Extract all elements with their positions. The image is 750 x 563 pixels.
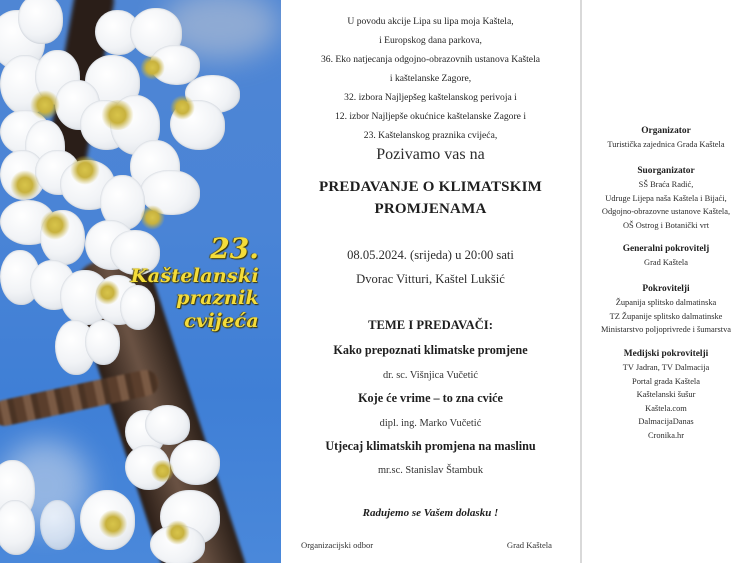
intro-line: i Europskog dana parkova,: [379, 35, 482, 46]
group-item: TZ Županije splitsko dalmatinske: [609, 311, 723, 321]
cherry-blossom-photo: [0, 0, 281, 563]
intro-line: 36. Eko natjecanja odgojno-obrazovnih ustanova Kaštela: [321, 54, 540, 65]
topic-speaker: dr. sc. Višnjica Vučetić: [382, 370, 479, 381]
group-item: Županija splitsko dalmatinska: [615, 298, 717, 307]
group-item: SŠ Braća Radić,: [638, 180, 694, 189]
invitation-panel: [281, 0, 580, 563]
signature-city: Grad Kaštela: [506, 540, 552, 550]
group-item: Udruge Lijepa naša Kaštela i Bijaći,: [605, 193, 727, 203]
signature-organizing-committee: Organizacijski odbor: [301, 540, 374, 550]
intro-line: 23. Kaštelanskog praznika cvijeća,: [363, 130, 498, 141]
topic-title: Koje će vrime – to zna cviće: [358, 391, 503, 405]
sponsors-panel: [582, 0, 750, 563]
group-item: Portal grada Kaštela: [632, 376, 700, 386]
intro-line: 32. izbora Najljepšeg kaštelanskog perivoja i: [344, 92, 517, 103]
intro-text: [281, 12, 580, 145]
group-co-organizer: [582, 165, 750, 232]
group-organizer: [582, 125, 750, 152]
group-title: Medijski pokrovitelji: [623, 349, 709, 359]
group-media-patrons: [582, 348, 750, 443]
event-venue: Dvorac Vitturi, Kaštel Lukšić: [356, 272, 505, 286]
event-datetime: 08.05.2024. (srijeda) u 20:00 sati: [347, 248, 514, 262]
lecture-title-line: PROMJENAMA: [374, 201, 487, 217]
intro-line: U povodu akcije Lipa su lipa moja Kaštela,: [347, 16, 514, 27]
group-title: Organizator: [641, 126, 691, 136]
group-title: Pokrovitelji: [642, 284, 690, 294]
group-item: Cronika.hr: [647, 430, 685, 440]
festival-title-line: Kaštelanski: [130, 265, 259, 288]
group-item: Grad Kaštela: [644, 258, 688, 267]
festival-title-line: cvijeća: [184, 309, 259, 332]
festival-title-overlay: [131, 232, 259, 332]
topic-speaker: mr.sc. Stanislav Štambuk: [377, 465, 484, 476]
lecture-title-line: PREDAVANJE O KLIMATSKIM: [319, 179, 542, 195]
group-item: Ministarstvo poljoprivrede i šumarstva: [600, 325, 732, 335]
group-item: Kaštelanski šušur: [636, 390, 696, 400]
closing-message: Radujemo se Vašem dolasku !: [362, 507, 499, 519]
group-item: Turistička zajednica Grada Kaštela: [607, 140, 725, 149]
topic-title: Utjecaj klimatskih promjena na maslinu: [325, 439, 536, 453]
festival-title-line: praznik: [176, 287, 259, 310]
intro-line: i kaštelanske Zagore,: [389, 73, 472, 84]
group-general-patron: [582, 243, 750, 270]
topic-title: Kako prepoznati klimatske promjene: [333, 343, 528, 357]
topic-speaker: dipl. ing. Marko Vučetić: [379, 418, 482, 429]
topics-heading: TEME I PREDAVAČI:: [368, 318, 493, 332]
group-item: OŠ Ostrog i Botanički vrt: [622, 220, 710, 230]
festival-edition-number: 23.: [210, 232, 259, 265]
lecture-title: [281, 176, 580, 220]
group-title: Suorganizator: [637, 166, 695, 176]
group-patrons: [582, 283, 750, 337]
intro-line: 12. izbor Najljepše okućnice kaštelanske Zagore i: [334, 111, 526, 122]
group-item: Kaštela.com: [645, 403, 687, 413]
invite-text: Pozivamo vas na: [376, 146, 485, 163]
group-title: Generalni pokrovitelj: [622, 244, 710, 254]
group-item: TV Jadran, TV Dalmacija: [622, 363, 710, 372]
group-item: DalmacijaDanas: [638, 417, 694, 427]
group-item: Odgojno-obrazovne ustanove Kaštela,: [601, 207, 731, 217]
